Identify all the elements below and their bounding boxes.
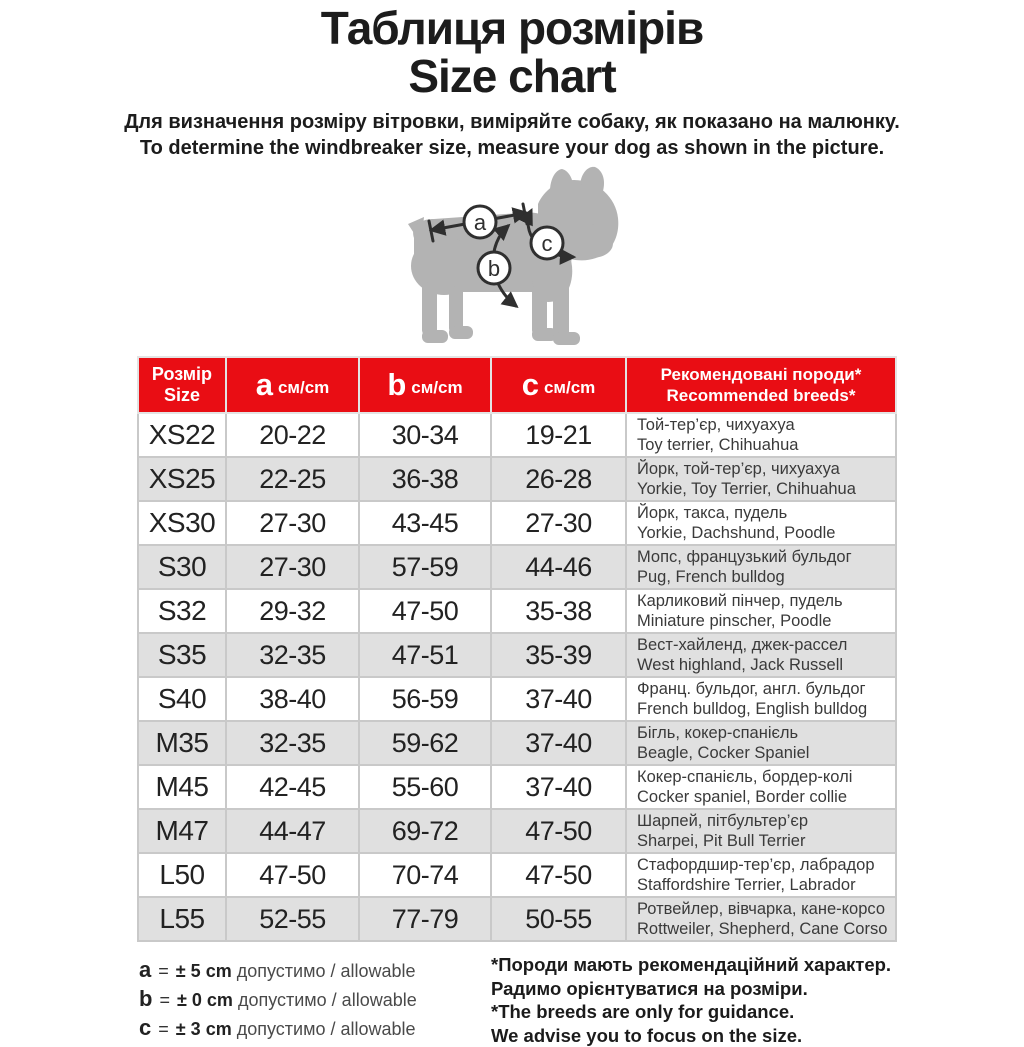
size-cell: S40 (138, 677, 226, 721)
header-size-uk: Розмір (139, 364, 225, 385)
b-cell: 70-74 (359, 853, 491, 897)
dog-body (408, 167, 618, 345)
breeds-uk: Кокер-спанієль, бордер-колі (637, 767, 889, 787)
size-cell: XS25 (138, 457, 226, 501)
page-title (0, 4, 1024, 100)
c-cell: 19-21 (491, 413, 626, 457)
size-cell: L55 (138, 897, 226, 941)
breeds-uk: Бігль, кокер-спанієль (637, 723, 889, 743)
c-cell: 50-55 (491, 897, 626, 941)
b-cell: 56-59 (359, 677, 491, 721)
tolerance-a (139, 956, 491, 985)
size-cell: S32 (138, 589, 226, 633)
tolerance-c (139, 1014, 491, 1043)
table-row (138, 853, 896, 897)
header-a-letter: a (256, 367, 273, 402)
a-cell: 20-22 (226, 413, 359, 457)
tolerance-c-letter: c (139, 1015, 151, 1040)
breeds-cell (626, 545, 896, 589)
breeds-cell (626, 589, 896, 633)
tolerance-b-value: ± 0 cm (177, 990, 233, 1010)
breeds-cell (626, 413, 896, 457)
b-cell: 47-50 (359, 589, 491, 633)
footnote-uk-2: Радимо орієнтуватися на розміри. (491, 977, 919, 1001)
b-cell: 57-59 (359, 545, 491, 589)
dog-measurement-diagram (392, 164, 632, 354)
breeds-en: Staffordshire Terrier, Labrador (637, 875, 889, 895)
b-cell: 47-51 (359, 633, 491, 677)
footnote-uk-1: *Породи мають рекомендаційний характер. (491, 953, 919, 977)
breeds-cell (626, 809, 896, 853)
breeds-cell (626, 633, 896, 677)
breeds-en: Sharpei, Pit Bull Terrier (637, 831, 889, 851)
table-row (138, 721, 896, 765)
tolerance-notes (139, 953, 491, 1047)
header-breeds-en: Recommended breeds* (627, 385, 895, 406)
b-cell: 43-45 (359, 501, 491, 545)
footnote-en-2: We advise you to focus on the size. (491, 1024, 919, 1047)
breeds-uk: Франц. бульдог, англ. бульдог (637, 679, 889, 699)
label-a: a (474, 210, 487, 235)
b-cell: 55-60 (359, 765, 491, 809)
size-cell: M45 (138, 765, 226, 809)
b-cell: 36-38 (359, 457, 491, 501)
breeds-uk: Йорк, той-тер’єр, чихуахуа (637, 459, 889, 479)
breeds-uk: Шарпей, пітбультер’єр (637, 811, 889, 831)
c-cell: 44-46 (491, 545, 626, 589)
breeds-uk: Ротвейлер, вівчарка, кане-корсо (637, 899, 889, 919)
page-title-en: Size chart (0, 52, 1024, 100)
breeds-cell (626, 721, 896, 765)
header-breeds-uk: Рекомендовані породи* (627, 364, 895, 385)
header-c-unit: см/cm (544, 378, 595, 397)
a-cell: 22-25 (226, 457, 359, 501)
header-c-letter: c (522, 367, 539, 402)
header-breeds (626, 357, 896, 413)
header-b-unit: см/cm (411, 378, 462, 397)
label-c: c (542, 231, 553, 256)
c-cell: 37-40 (491, 765, 626, 809)
size-table (137, 356, 897, 942)
table-row (138, 589, 896, 633)
header-b-letter: b (387, 367, 406, 402)
breeds-en: Miniature pinscher, Poodle (637, 611, 889, 631)
header-a-unit: см/cm (278, 378, 329, 397)
breeds-cell (626, 677, 896, 721)
header-b (359, 357, 491, 413)
breeds-en: Beagle, Cocker Spaniel (637, 743, 889, 763)
table-header-row (138, 357, 896, 413)
size-cell: S35 (138, 633, 226, 677)
size-cell: S30 (138, 545, 226, 589)
breeds-en: West highland, Jack Russell (637, 655, 889, 675)
table-row (138, 413, 896, 457)
breeds-en: Pug, French bulldog (637, 567, 889, 587)
c-cell: 37-40 (491, 677, 626, 721)
table-row (138, 501, 896, 545)
breeds-footnote (491, 953, 919, 1047)
measure-instruction-uk: Для визначення розміру вітровки, виміряйте собаку, як показано на малюнку. (0, 109, 1024, 135)
breeds-uk: Вест-хайленд, джек-рассел (637, 635, 889, 655)
tolerance-a-letter: a (139, 957, 151, 982)
measure-instruction (0, 109, 1024, 161)
c-cell: 37-40 (491, 721, 626, 765)
tolerance-b (139, 985, 491, 1014)
breeds-cell (626, 765, 896, 809)
breeds-cell (626, 853, 896, 897)
header-size-en: Size (139, 385, 225, 406)
size-cell: XS22 (138, 413, 226, 457)
tolerance-b-letter: b (139, 986, 152, 1011)
footer (139, 953, 919, 1047)
table-row (138, 897, 896, 941)
size-cell: M35 (138, 721, 226, 765)
c-cell: 35-38 (491, 589, 626, 633)
breeds-en: Toy terrier, Chihuahua (637, 435, 889, 455)
c-cell: 47-50 (491, 809, 626, 853)
tolerance-c-value: ± 3 cm (176, 1019, 232, 1039)
tolerance-a-eq: = (156, 961, 171, 981)
b-cell: 77-79 (359, 897, 491, 941)
breeds-en: Yorkie, Dachshund, Poodle (637, 523, 889, 543)
a-cell: 38-40 (226, 677, 359, 721)
measure-instruction-en: To determine the windbreaker size, measure your dog as shown in the picture. (0, 135, 1024, 161)
breeds-uk: Той-тер’єр, чихуахуа (637, 415, 889, 435)
header-size (138, 357, 226, 413)
header-a (226, 357, 359, 413)
breeds-uk: Йорк, такса, пудель (637, 503, 889, 523)
size-cell: L50 (138, 853, 226, 897)
tolerance-a-note: допустимо / allowable (237, 961, 416, 981)
c-cell: 35-39 (491, 633, 626, 677)
size-table-body (138, 413, 896, 941)
table-row (138, 633, 896, 677)
a-cell: 52-55 (226, 897, 359, 941)
c-cell: 47-50 (491, 853, 626, 897)
size-cell: XS30 (138, 501, 226, 545)
b-cell: 30-34 (359, 413, 491, 457)
a-cell: 27-30 (226, 501, 359, 545)
table-row (138, 457, 896, 501)
c-cell: 27-30 (491, 501, 626, 545)
a-cell: 44-47 (226, 809, 359, 853)
breeds-uk: Карликовий пінчер, пудель (637, 591, 889, 611)
a-cell: 27-30 (226, 545, 359, 589)
breeds-uk: Стафордшир-тер’єр, лабрадор (637, 855, 889, 875)
table-row (138, 545, 896, 589)
size-cell: M47 (138, 809, 226, 853)
page-title-uk: Таблиця розмірів (0, 4, 1024, 52)
a-cell: 42-45 (226, 765, 359, 809)
table-row (138, 677, 896, 721)
tolerance-c-note: допустимо / allowable (237, 1019, 416, 1039)
table-row (138, 809, 896, 853)
b-cell: 69-72 (359, 809, 491, 853)
a-cell: 32-35 (226, 633, 359, 677)
tolerance-c-eq: = (156, 1019, 171, 1039)
a-cell: 47-50 (226, 853, 359, 897)
a-cell: 32-35 (226, 721, 359, 765)
breeds-en: French bulldog, English bulldog (637, 699, 889, 719)
breeds-cell (626, 457, 896, 501)
breeds-en: Rottweiler, Shepherd, Cane Corso (637, 919, 889, 939)
breeds-cell (626, 897, 896, 941)
tolerance-b-note: допустимо / allowable (238, 990, 417, 1010)
a-cell: 29-32 (226, 589, 359, 633)
table-row (138, 765, 896, 809)
breeds-en: Yorkie, Toy Terrier, Chihuahua (637, 479, 889, 499)
breeds-uk: Мопс, французький бульдог (637, 547, 889, 567)
label-b: b (488, 256, 500, 281)
breeds-en: Cocker spaniel, Border collie (637, 787, 889, 807)
footnote-en-1: *The breeds are only for guidance. (491, 1000, 919, 1024)
c-cell: 26-28 (491, 457, 626, 501)
tolerance-b-eq: = (157, 990, 172, 1010)
header-c (491, 357, 626, 413)
dog-silhouette-icon (392, 164, 632, 354)
tolerance-a-value: ± 5 cm (176, 961, 232, 981)
breeds-cell (626, 501, 896, 545)
b-cell: 59-62 (359, 721, 491, 765)
